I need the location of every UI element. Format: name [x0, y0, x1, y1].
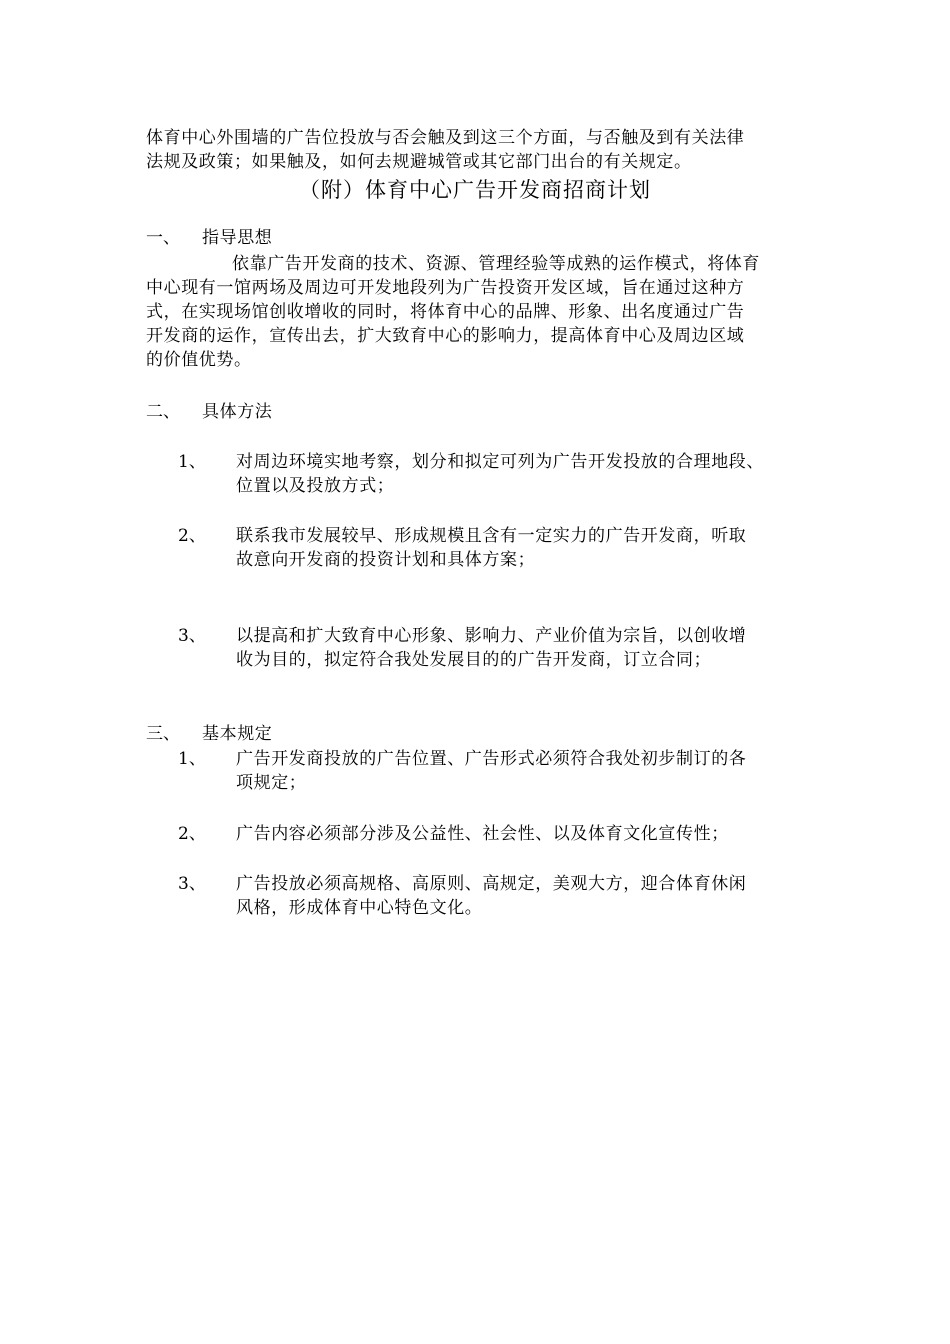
section-1-paragraph-line-1: 依靠广告开发商的技术、资源、管理经验等成熟的运作模式，将体育 — [232, 254, 760, 274]
section-2-item-2-line-1: 联系我市发展较早、形成规模且含有一定实力的广告开发商，听取 — [236, 526, 747, 546]
document-title: （附）体育中心广告开发商招商计划 — [299, 178, 651, 202]
section-3-item-3-number: 3、 — [178, 874, 206, 894]
section-3-item-1-line-2: 项规定； — [236, 773, 307, 793]
section-3-item-2-line-1: 广告内容必须部分涉及公益性、社会性、以及体育文化宣传性； — [236, 824, 729, 844]
section-3-item-1-number: 1、 — [178, 749, 206, 769]
section-2-item-1-number: 1、 — [178, 452, 206, 472]
section-3-item-3-line-1: 广告投放必须高规格、高原则、高规定，美观大方，迎合体育休闲 — [236, 874, 747, 894]
section-2-number: 二、 — [146, 402, 180, 422]
section-1-paragraph-line-2: 中心现有一馆两场及周边可开发地段列为广告投资开发区域，旨在通过这种方 — [146, 278, 745, 298]
section-1-paragraph-line-3: 式，在实现场馆创收增收的同时，将体育中心的品牌、形象、出名度通过广告 — [146, 302, 745, 322]
section-3-heading: 基本规定 — [202, 724, 273, 744]
section-1-paragraph-line-5: 的价值优势。 — [146, 350, 252, 370]
section-2-item-2-number: 2、 — [178, 526, 206, 546]
section-1-heading: 指导思想 — [202, 228, 273, 248]
section-3-item-2-number: 2、 — [178, 824, 206, 844]
section-2-heading: 具体方法 — [202, 402, 273, 422]
section-2-item-3-line-2: 收为目的，拟定符合我处发展目的的广告开发商，订立合同； — [236, 650, 712, 670]
section-3-number: 三、 — [146, 724, 180, 744]
section-1-paragraph-line-4: 开发商的运作，宣传出去，扩大致育中心的影响力，提高体育中心及周边区域 — [146, 326, 745, 346]
section-2-item-3-number: 3、 — [178, 626, 206, 646]
intro-line-2: 法规及政策；如果触及，如何去规避城管或其它部门出台的有关规定。 — [146, 152, 692, 172]
intro-line-1: 体育中心外围墙的广告位投放与否会触及到这三个方面，与否触及到有关法律 — [146, 128, 745, 148]
section-2-item-1-line-2: 位置以及投放方式； — [236, 476, 395, 496]
section-2-item-2-line-2: 故意向开发商的投资计划和具体方案； — [236, 550, 536, 570]
section-3-item-1-line-1: 广告开发商投放的广告位置、广告形式必须符合我处初步制订的各 — [236, 749, 747, 769]
section-2-item-1-line-1: 对周边环境实地考察，划分和拟定可列为广告开发投放的合理地段、 — [236, 452, 764, 472]
section-1-number: 一、 — [146, 228, 180, 248]
section-2-item-3-line-1: 以提高和扩大致育中心形象、影响力、产业价值为宗旨，以创收增 — [236, 626, 747, 646]
section-3-item-3-line-2: 风格，形成体育中心特色文化。 — [236, 898, 483, 918]
